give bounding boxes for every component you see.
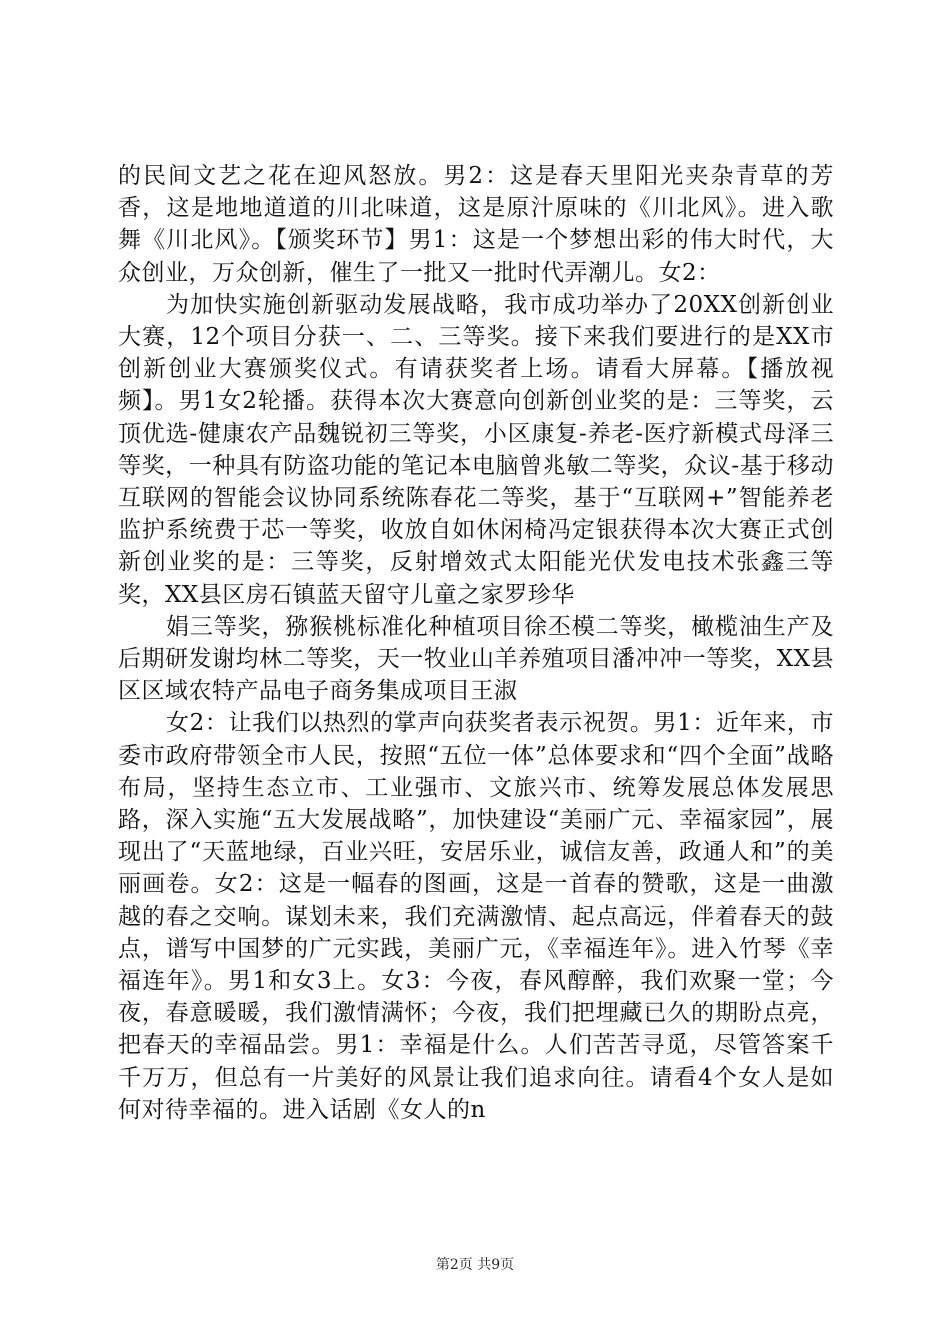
page-footer: [0, 1254, 950, 1274]
paragraph: 娟三等奖，猕猴桃标准化种植项目徐丕模二等奖，橄榄油生产及后期研发谢均林二等奖，天一牧业山羊养殖项目潘冲冲一等奖，XX县区区域农特产品电子商务集成项目王淑: [118, 613, 834, 705]
document-body: [118, 160, 834, 1126]
paragraph: 女2：让我们以热烈的掌声向获奖者表示祝贺。男1：近年来，市委市政府带领全市人民，按照“五位一体”总体要求和“四个全面”战略布局，坚持生态立市、工业强市、文旅兴市、统筹发展总体发展思路，深入实施“五大发展战略”，加快建设“美丽广元、幸福家园”，展现出了“天蓝地绿，百业兴旺，安居乐业，诚信友善，政通人和”的美丽画卷。女2：这是一幅春的图画，这是一首春的赞歌，这是一曲激越的春之交响。谋划未来，我们充满激情、起点高远，伴着春天的鼓点，谱写中国梦的广元实践，美丽广元，《幸福连年》。进入竹琴《幸福连年》。男1和女3上。女3：今夜，春风醇醉，我们欢聚一堂；今夜，春意暖暖，我们激情满怀；今夜，我们把埋藏已久的期盼点亮，把春天的幸福品尝。男1：幸福是什么。人们苦苦寻觅，尽管答案千千万万，但总有一片美好的风景让我们追求向往。请看4个女人是如何对待幸福的。进入话剧《女人的n: [118, 710, 834, 1123]
paragraph: 的民间文艺之花在迎风怒放。男2：这是春天里阳光夹杂青草的芳香，这是地地道道的川北味道，这是原汁原味的《川北风》。进入歌舞《川北风》。【颁奖环节】男1：这是一个梦想出彩的伟大时代，大众创业，万众创新，催生了一批又一批时代弄潮儿。女2：: [118, 163, 834, 286]
page-number-label: 第2页 共9页: [435, 1257, 515, 1273]
paragraph: 为加快实施创新驱动发展战略，我市成功举办了20XX创新创业大赛，12个项目分获一、二、三等奖。接下来我们要进行的是XX市创新创业大赛颁奖仪式。有请获奖者上场。请看大屏幕。【播放视频】。男1女2轮播。获得本次大赛意向创新创业奖的是：三等奖，云顶优选-健康农产品魏锐初三等奖，小区康复-养老-医疗新模式母泽三等奖，一种具有防盗功能的笔记本电脑曾兆敏二等奖，众议-基于移动互联网的智能会议协同系统陈春花二等奖，基于“互联网+”智能养老监护系统费于芯一等奖，收放自如休闲椅冯定银获得本次大赛正式创新创业奖的是：三等奖，反射增效式太阳能光伏发电技术张鑫三等奖，XX县区房石镇蓝天留守儿童之家罗珍华: [118, 291, 834, 608]
